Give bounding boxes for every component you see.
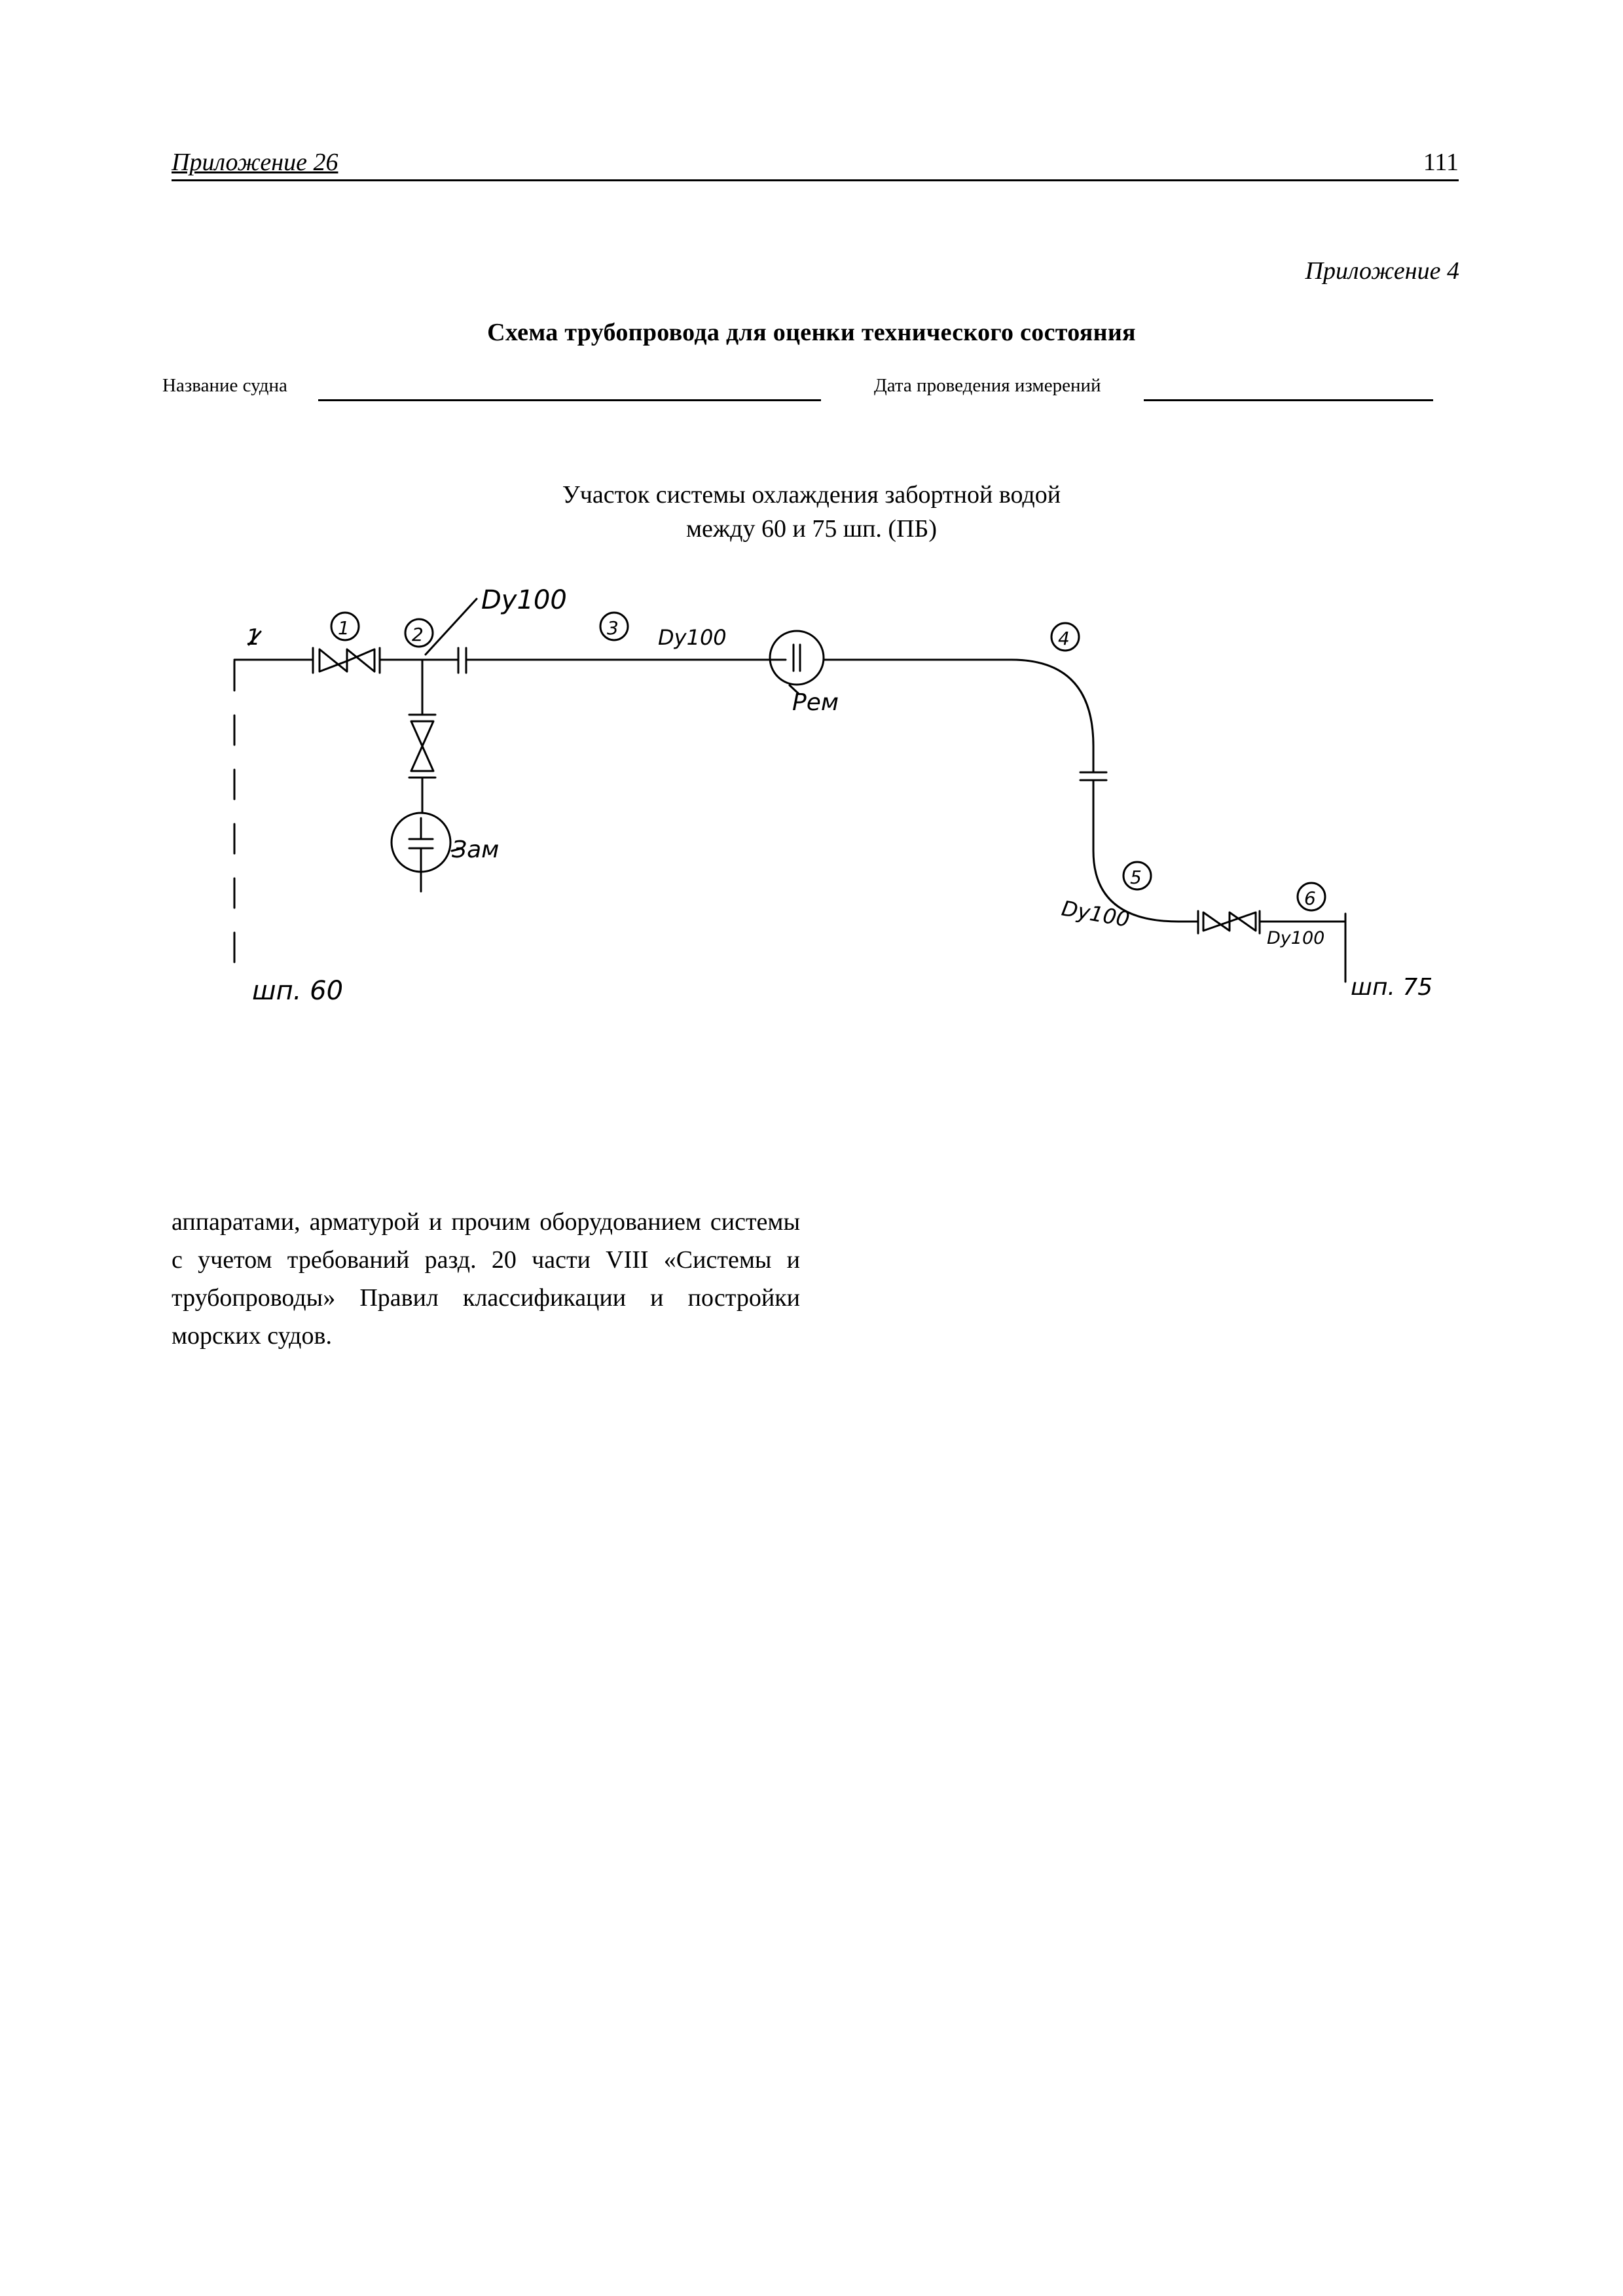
node-6-label: 6	[1304, 888, 1316, 909]
frame-60-label: шп. 60	[252, 976, 344, 1006]
diagram-title-line2: между 60 и 75 шп. (ПБ)	[685, 515, 937, 543]
flange-4-5	[1080, 772, 1106, 780]
repair-label: Рем	[792, 689, 839, 716]
flange-2	[458, 648, 466, 673]
dy-mid-label: Dy100	[658, 625, 727, 650]
valve-6	[1198, 911, 1260, 933]
page-number: 111	[1423, 149, 1459, 176]
repair-point	[770, 631, 824, 685]
page-title: Схема трубопровода для оценки технического состояния	[487, 319, 1136, 346]
branch-valve	[409, 715, 435, 778]
node-2-label: 2	[412, 624, 424, 645]
pipeline-diagram	[0, 0, 1623, 1047]
diagram-title-line1: Участок системы охлаждения забортной водой	[562, 481, 1061, 509]
closed-label: Зам	[452, 836, 500, 863]
frame-75-label: шп. 75	[1351, 974, 1433, 1001]
valve-1	[313, 648, 380, 673]
node-4-label: 4	[1058, 628, 1070, 649]
dy-5-label: Dy100	[1059, 895, 1132, 933]
node-1-label: 1	[338, 617, 350, 639]
node-3-label: 3	[607, 617, 619, 639]
node-5-label: 5	[1130, 867, 1142, 888]
dy-6-label: Dy100	[1267, 928, 1325, 948]
closed-point	[392, 813, 450, 891]
body-paragraph: аппаратами, арматурой и прочим оборудованием системы с учетом требований разд. 20 части VIII «Системы и трубопроводы» Правил классификации и постройки морских судов.	[172, 1208, 800, 1350]
appendix-label: Приложение 4	[1305, 257, 1459, 285]
header-appendix-label: Приложение 26	[172, 149, 338, 176]
pipe-1-label: 1	[246, 624, 261, 651]
ship-name-label: Название судна	[162, 375, 287, 396]
measure-date-label: Дата проведения измерений	[874, 375, 1101, 396]
dy-top-label: Dy100	[481, 585, 567, 615]
